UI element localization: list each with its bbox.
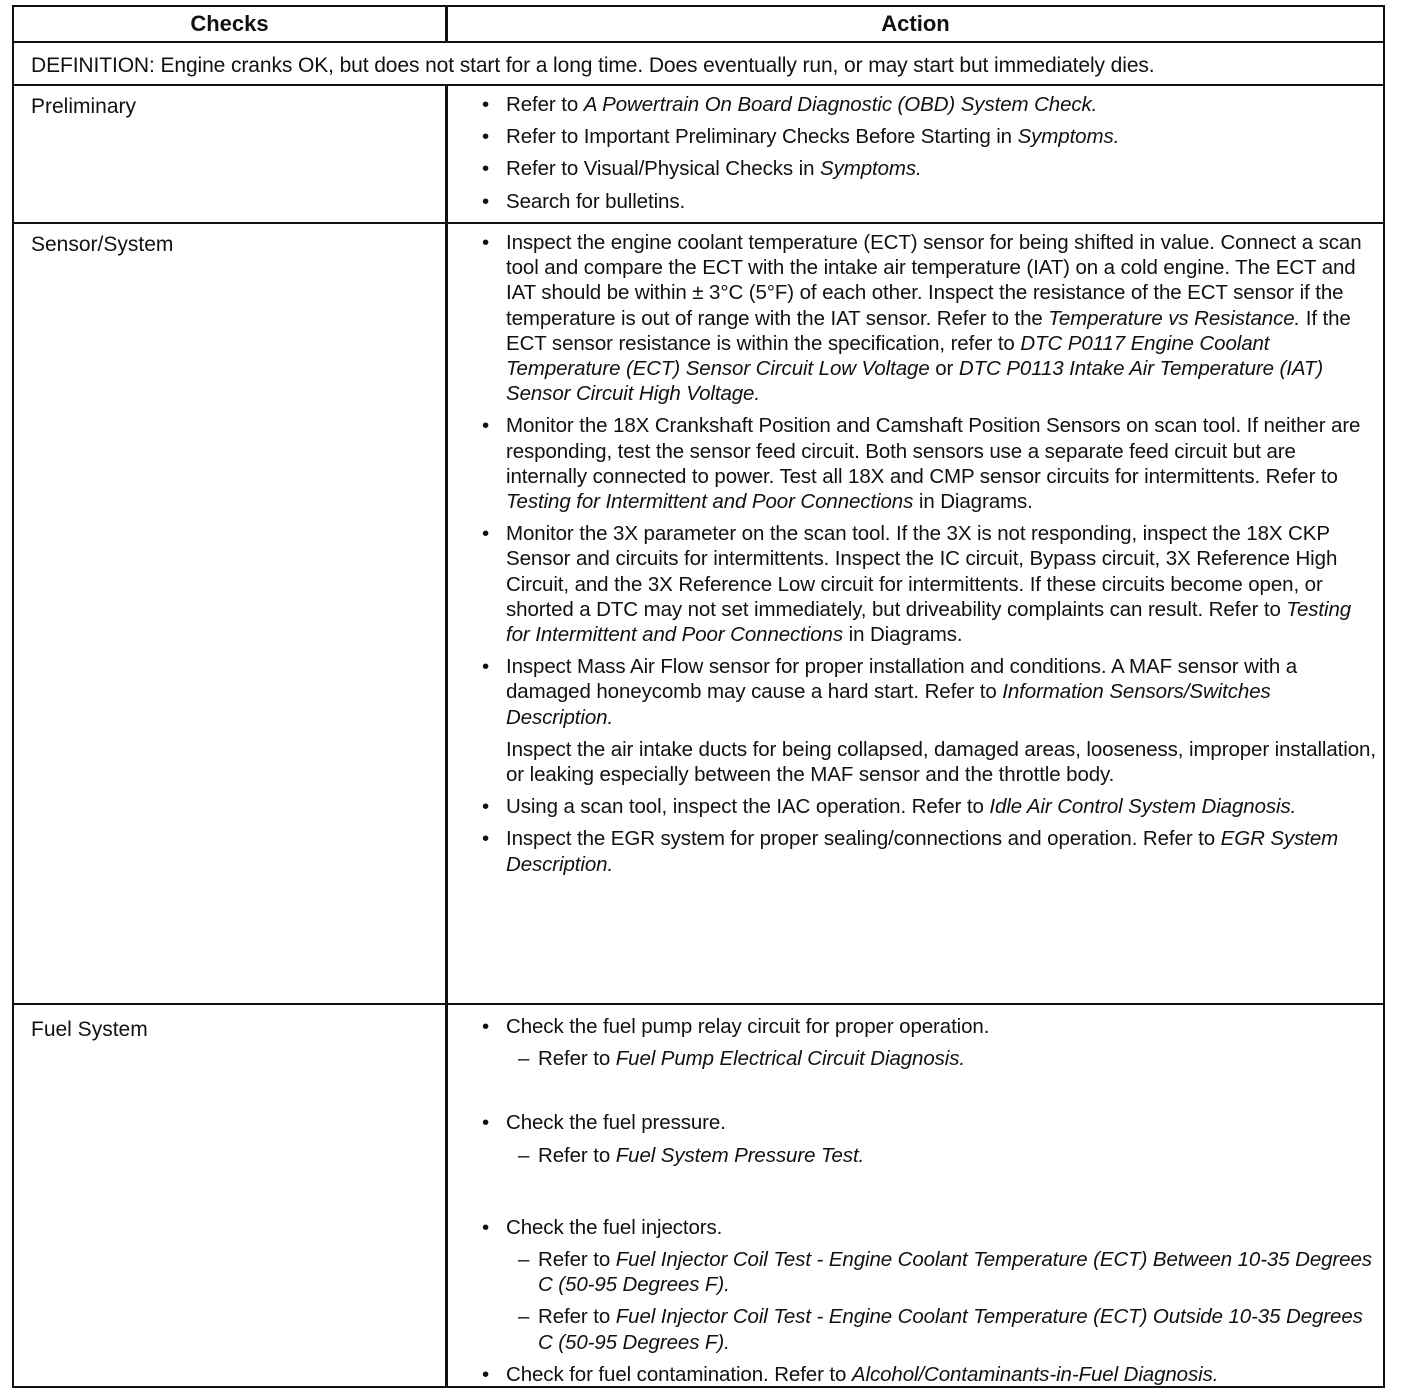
list-item: • Monitor the 18X Crankshaft Position and Camshaft Position Sensors on scan tool. If neither are responding, test the sensor feed circuit. Both sensors use a separate feed circuit but are internally connected to power. Test all 18X and CMP sensor circuits for intermittents. Refer to Testing for Intermittent and Poor Connections in Diagrams. <box>482 414 1361 514</box>
list-item: • Inspect the engine coolant temperature (ECT) sensor for being shifted in value. Connect a scan tool and compare the ECT with the intake air temperature (IAT) on a cold engine. The ECT and IAT should be within ± 3°C (5°F) of each other. Inspect the resistance of the ECT sensor if the temperature is out of range with the IAT sensor. Refer to the Temperature vs Resistance. If the ECT sensor resistance is within the specification, refer to DTC P0117 Engine Coolant Temperature (ECT) Sensor Circuit Low Voltage or DTC P0113 Intake Air Temperature (IAT) Sensor Circuit High Voltage. <box>482 231 1362 406</box>
sub-item: – Refer to Fuel System Pressure Test. <box>518 1143 865 1167</box>
list-item: • Using a scan tool, inspect the IAC operation. Refer to Idle Air Control System Diagnosis. <box>482 795 1297 819</box>
sub-item: – Refer to Fuel Pump Electrical Circuit Diagnosis. <box>518 1047 965 1071</box>
check-sensor-system: Sensor/System <box>31 233 174 256</box>
checks-header: Checks <box>190 11 269 36</box>
list-item: • Search for bulletins. <box>482 189 686 213</box>
bullet-icon: • <box>482 93 490 116</box>
list-item: • Check the fuel injectors. <box>482 1215 723 1239</box>
list-item: • Monitor the 3X parameter on the scan tool. If the 3X is not responding, inspect the 18X CKP Sensor and circuits for intermittents. Inspect the IC circuit, Bypass circuit, 3X Reference High Circuit, and the 3X Reference Low circuit for intermittents. If these circuits become open, or shorted a DTC may not set immediately, but driveability complaints can result. Refer to Testing for Intermittent and Poor Connections in Diagrams. <box>482 522 1352 647</box>
column-divider <box>445 84 448 1386</box>
dash-icon: – <box>518 1143 530 1167</box>
sub-item: – Refer to Fuel Injector Coil Test - Engine Coolant Temperature (ECT) Between 10-35 Degrees C (50-95 Degrees F). <box>518 1248 1372 1297</box>
bullet-icon: • <box>482 1015 490 1038</box>
list-item: • Refer to A Powertrain On Board Diagnostic (OBD) System Check. <box>482 93 1098 116</box>
paragraph: Inspect the air intake ducts for being collapsed, damaged areas, looseness, improper installation, or leaking especially between the MAF sensor and the throttle body. <box>506 737 1376 787</box>
dash-icon: – <box>518 1248 530 1272</box>
row-divider-sensor <box>14 1003 1383 1005</box>
dash-icon: – <box>518 1305 530 1329</box>
bullet-icon: • <box>482 157 490 181</box>
bullet-icon: • <box>482 125 490 149</box>
list-item: • Check the fuel pump relay circuit for proper operation. <box>482 1015 990 1038</box>
bullet-icon: • <box>482 231 490 254</box>
definition-divider <box>14 84 1383 86</box>
check-preliminary: Preliminary <box>31 95 137 118</box>
action-header: Action <box>881 11 950 36</box>
list-item: • Refer to Important Preliminary Checks Before Starting in Symptoms. <box>482 125 1120 149</box>
row-divider-preliminary <box>14 222 1383 224</box>
bullet-icon: • <box>482 414 490 438</box>
list-item: • Check the fuel pressure. <box>482 1111 726 1135</box>
sub-item: – Refer to Fuel Injector Coil Test - Engine Coolant Temperature (ECT) Outside 10-35 Degrees C (50-95 Degrees F). <box>518 1305 1363 1354</box>
diagnostic-table <box>12 5 1385 1388</box>
list-item: • Inspect the EGR system for proper sealing/connections and operation. Refer to EGR System Description. <box>482 827 1339 876</box>
definition-text: DEFINITION: Engine cranks OK, but does not start for a long time. Does eventually run, or may start but immediately dies. <box>31 54 1155 77</box>
list-item: • Check for fuel contamination. Refer to Alcohol/Contaminants-in-Fuel Diagnosis. <box>482 1362 1219 1386</box>
list-item: • Inspect Mass Air Flow sensor for proper installation and conditions. A MAF sensor with a damaged honeycomb may cause a hard start. Refer to Information Sensors/Switches Description. <box>482 655 1298 729</box>
bullet-icon: • <box>482 1215 490 1239</box>
bullet-icon: • <box>482 1362 490 1386</box>
list-item: • Refer to Visual/Physical Checks in Symptoms. <box>482 157 922 181</box>
bullet-icon: • <box>482 1111 490 1135</box>
dash-icon: – <box>518 1047 530 1071</box>
bullet-icon: • <box>482 795 490 819</box>
action-preliminary <box>480 92 1380 221</box>
header-divider <box>14 41 1383 43</box>
bullet-icon: • <box>482 827 490 851</box>
bullet-icon: • <box>482 189 490 213</box>
bullet-icon: • <box>482 655 490 679</box>
action-fuel-system <box>480 1014 1380 1394</box>
bullet-icon: • <box>482 522 490 546</box>
check-fuel-system: Fuel System <box>31 1018 148 1041</box>
action-sensor-system <box>480 230 1380 884</box>
